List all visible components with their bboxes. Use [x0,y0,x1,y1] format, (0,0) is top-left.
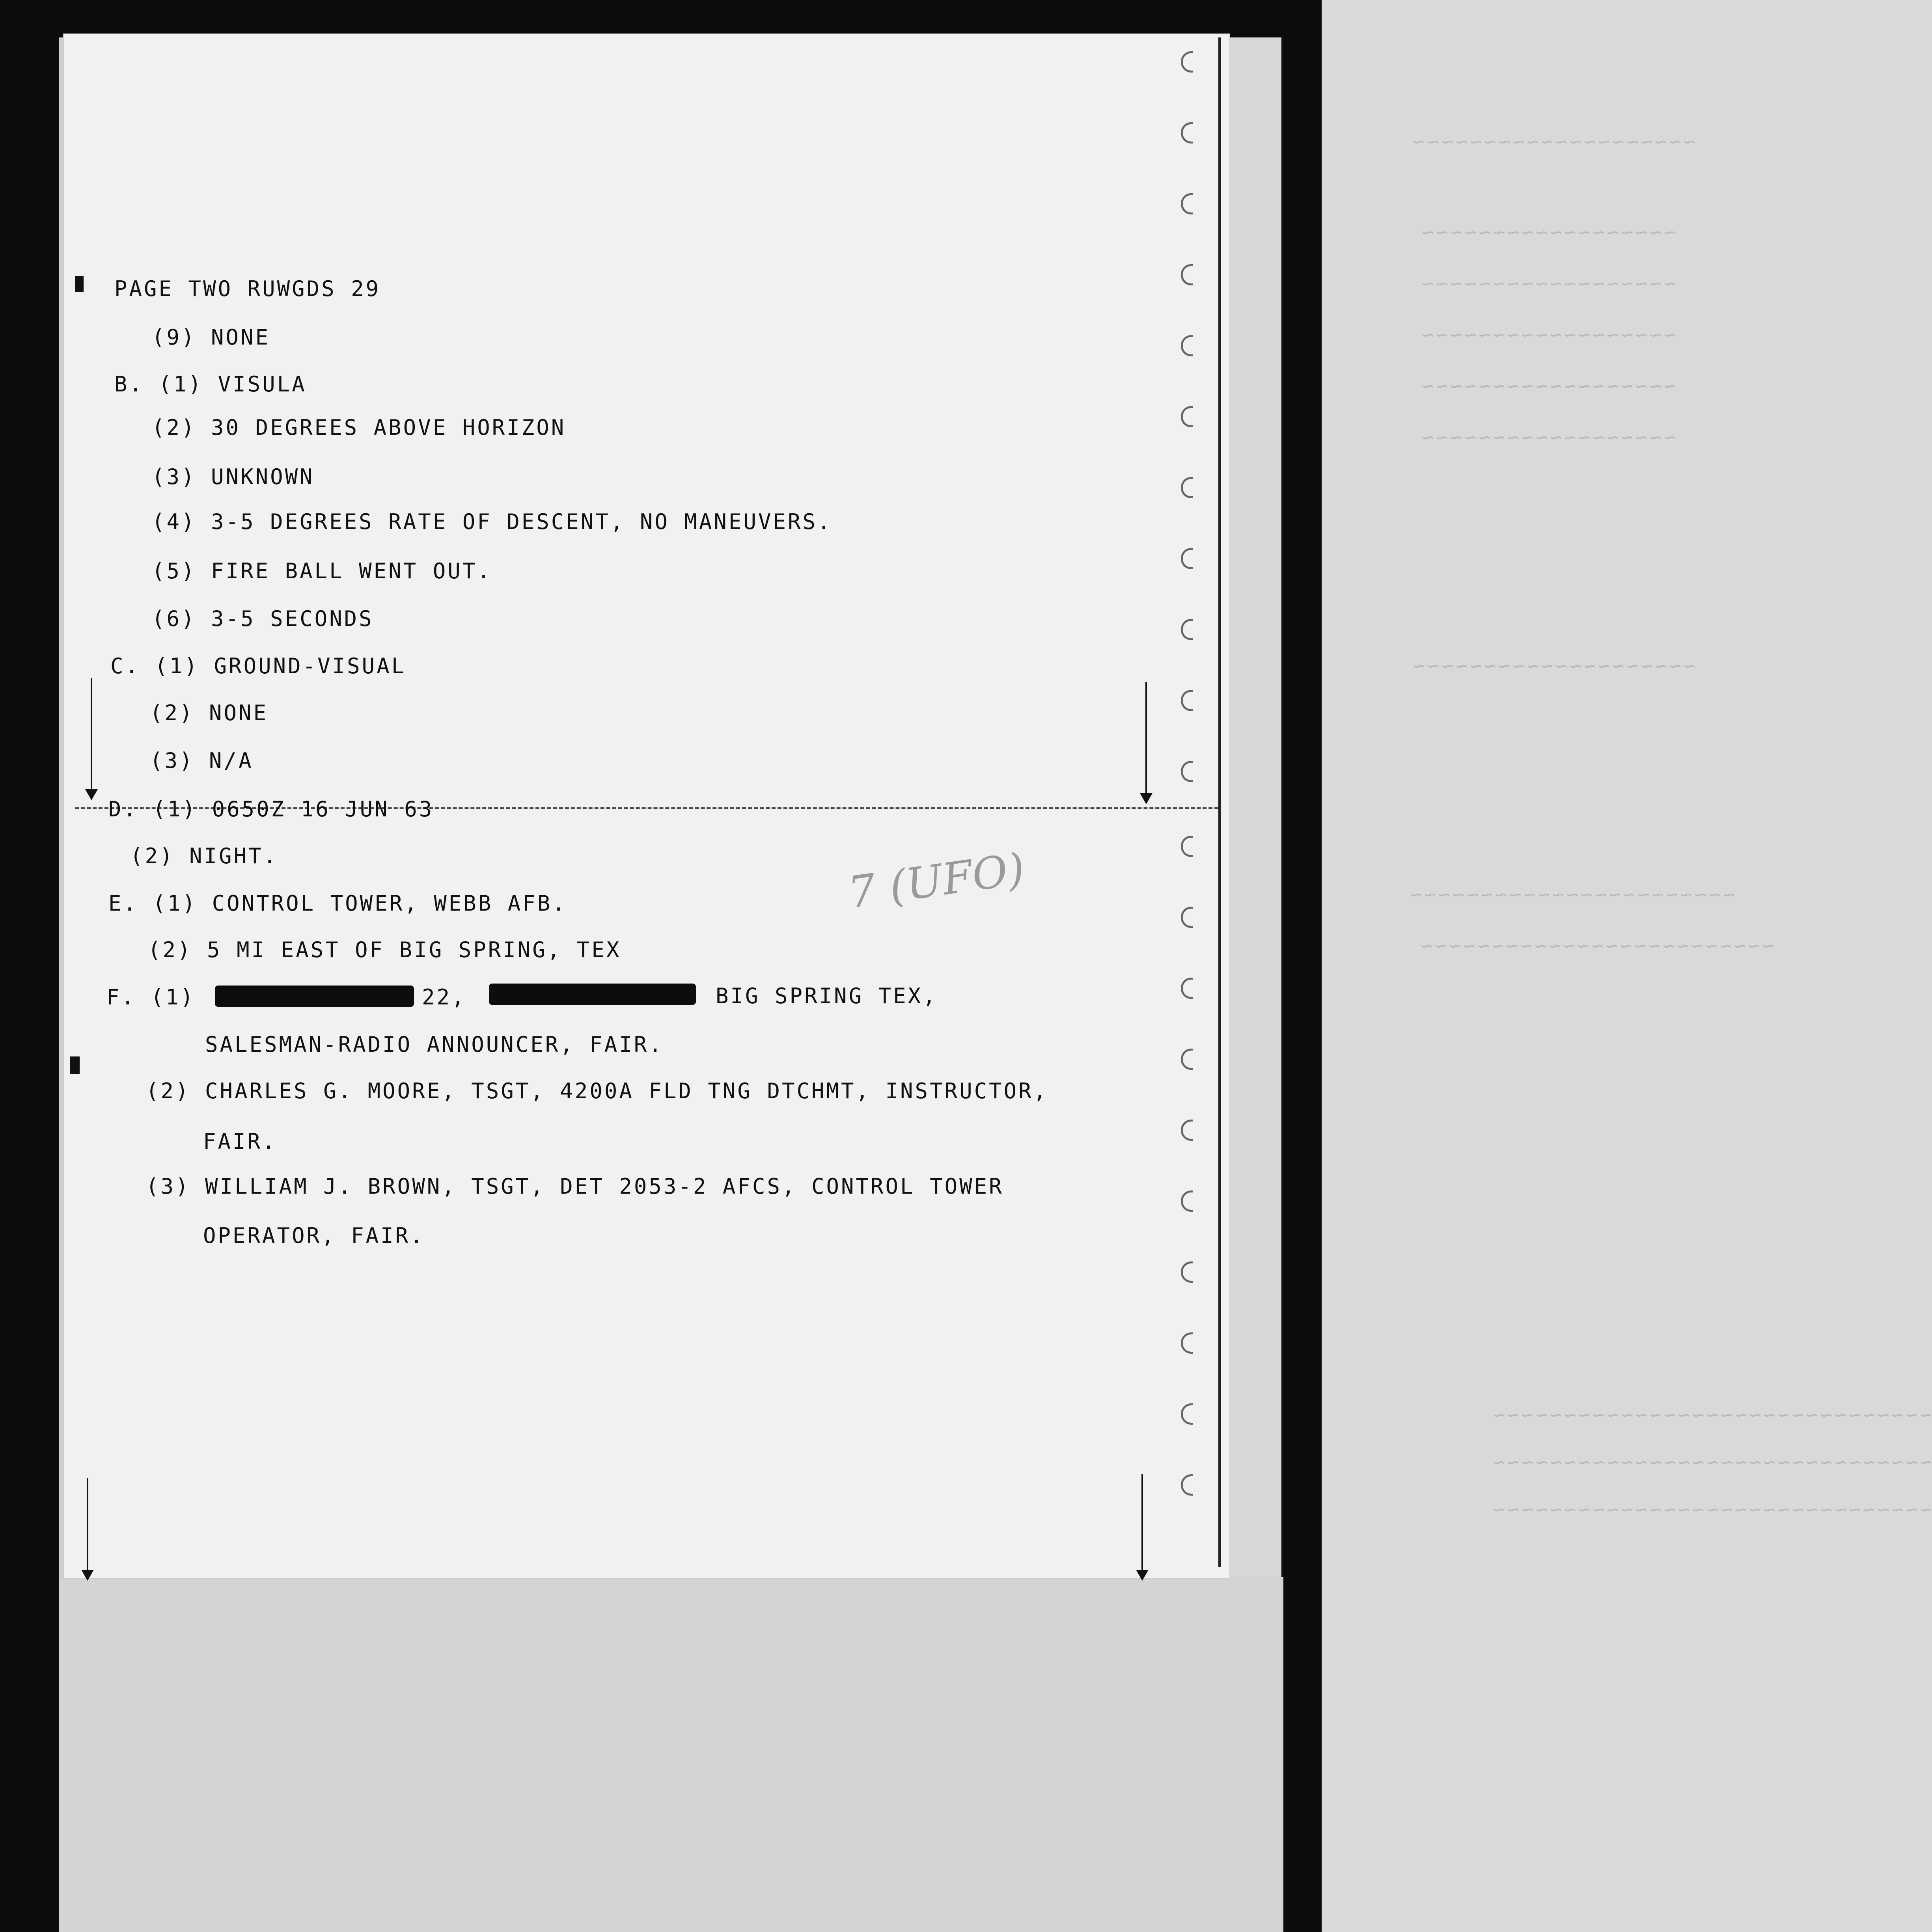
message-line: (4) 3-5 DEGREES RATE OF DESCENT, NO MANEUVERS. [152,509,832,534]
message-line: (2) NONE [150,701,269,725]
message-line: FAIR. [203,1129,277,1154]
bleed-through-text: ~~~~~~~~~~~~~~~~~~ [1419,426,1676,449]
message-line: D. (1) 0650Z 16 JUN 63 [108,797,434,822]
message-line: SALESMAN-RADIO ANNOUNCER, FAIR. [205,1032,664,1057]
redaction-bar [215,986,414,1007]
bleed-through-text: ~~~~~~~~~~~~~~~~~~~~ [1410,654,1695,677]
message-header: PAGE TWO RUWGDS 29 [114,276,381,301]
down-arrow-icon [1141,1474,1143,1573]
down-arrow-icon [91,678,92,792]
scan-mark [70,1056,80,1074]
film-border-left [0,0,59,1932]
message-line: BIG SPRING TEX, [716,984,938,1008]
handwritten-annotation: 7 (UFO) [845,843,1028,918]
bleed-through-text: ~~~~~~~~~~~~~~~~~~ [1419,272,1676,295]
message-line: 22, [422,985,466,1010]
message-line: (2) NIGHT. [130,844,278,868]
scan-mark [75,276,84,292]
bleed-through-text: ~~~~~~~~~~~~~~~~~~~~~~~~~~~~~~~ [1490,1498,1932,1521]
film-border-top [0,0,1322,37]
message-line: (2) CHARLES G. MOORE, TSGT, 4200A FLD TNG DTCHMT, INSTRUCTOR, [146,1079,1048,1103]
scan-lower-area [59,1577,1283,1932]
message-line: F. (1) [106,985,196,1010]
down-arrow-icon [87,1478,88,1573]
message-line: (3) N/A [150,748,254,773]
bleed-through-text: ~~~~~~~~~~~~~~~~~~~~~~~~~~~~~~~ [1490,1451,1932,1474]
message-line: OPERATOR, FAIR. [203,1223,425,1248]
bleed-through-text: ~~~~~~~~~~~~~~~~~~~~~~~~~ [1418,934,1774,957]
message-line: E. (1) CONTROL TOWER, WEBB AFB. [108,891,567,916]
message-line: (6) 3-5 SECONDS [152,606,374,631]
bleed-through-text: ~~~~~~~~~~~~~~~~~~ [1419,374,1676,397]
bleed-through-text: ~~~~~~~~~~~~~~~~~~ [1419,221,1676,244]
message-line: (2) 5 MI EAST OF BIG SPRING, TEX [148,937,621,962]
bleed-through-text: ~~~~~~~~~~~~~~~~~~~~~~~~~~~~~~~ [1490,1403,1932,1426]
message-line: (3) UNKNOWN [152,464,315,489]
message-line: (3) WILLIAM J. BROWN, TSGT, DET 2053-2 AFCS, CONTROL TOWER [146,1174,1004,1199]
bleed-through-text: ~~~~~~~~~~~~~~~~~~ [1419,323,1676,346]
message-line: (5) FIRE BALL WENT OUT. [152,559,492,583]
bleed-through-text: ~~~~~~~~~~~~~~~~~~~~~~~ [1407,883,1735,906]
message-line: C. (1) GROUND-VISUAL [110,654,407,678]
down-arrow-icon [1145,682,1147,796]
message-line: (9) NONE [152,325,270,350]
message-line: B. (1) VISULA [114,372,307,397]
message-line: (2) 30 DEGREES ABOVE HORIZON [152,415,566,440]
bleed-through-text: ~~~~~~~~~~~~~~~~~~~~ [1410,130,1695,153]
redaction-bar [489,984,696,1005]
perforation-edge [1218,37,1221,1567]
